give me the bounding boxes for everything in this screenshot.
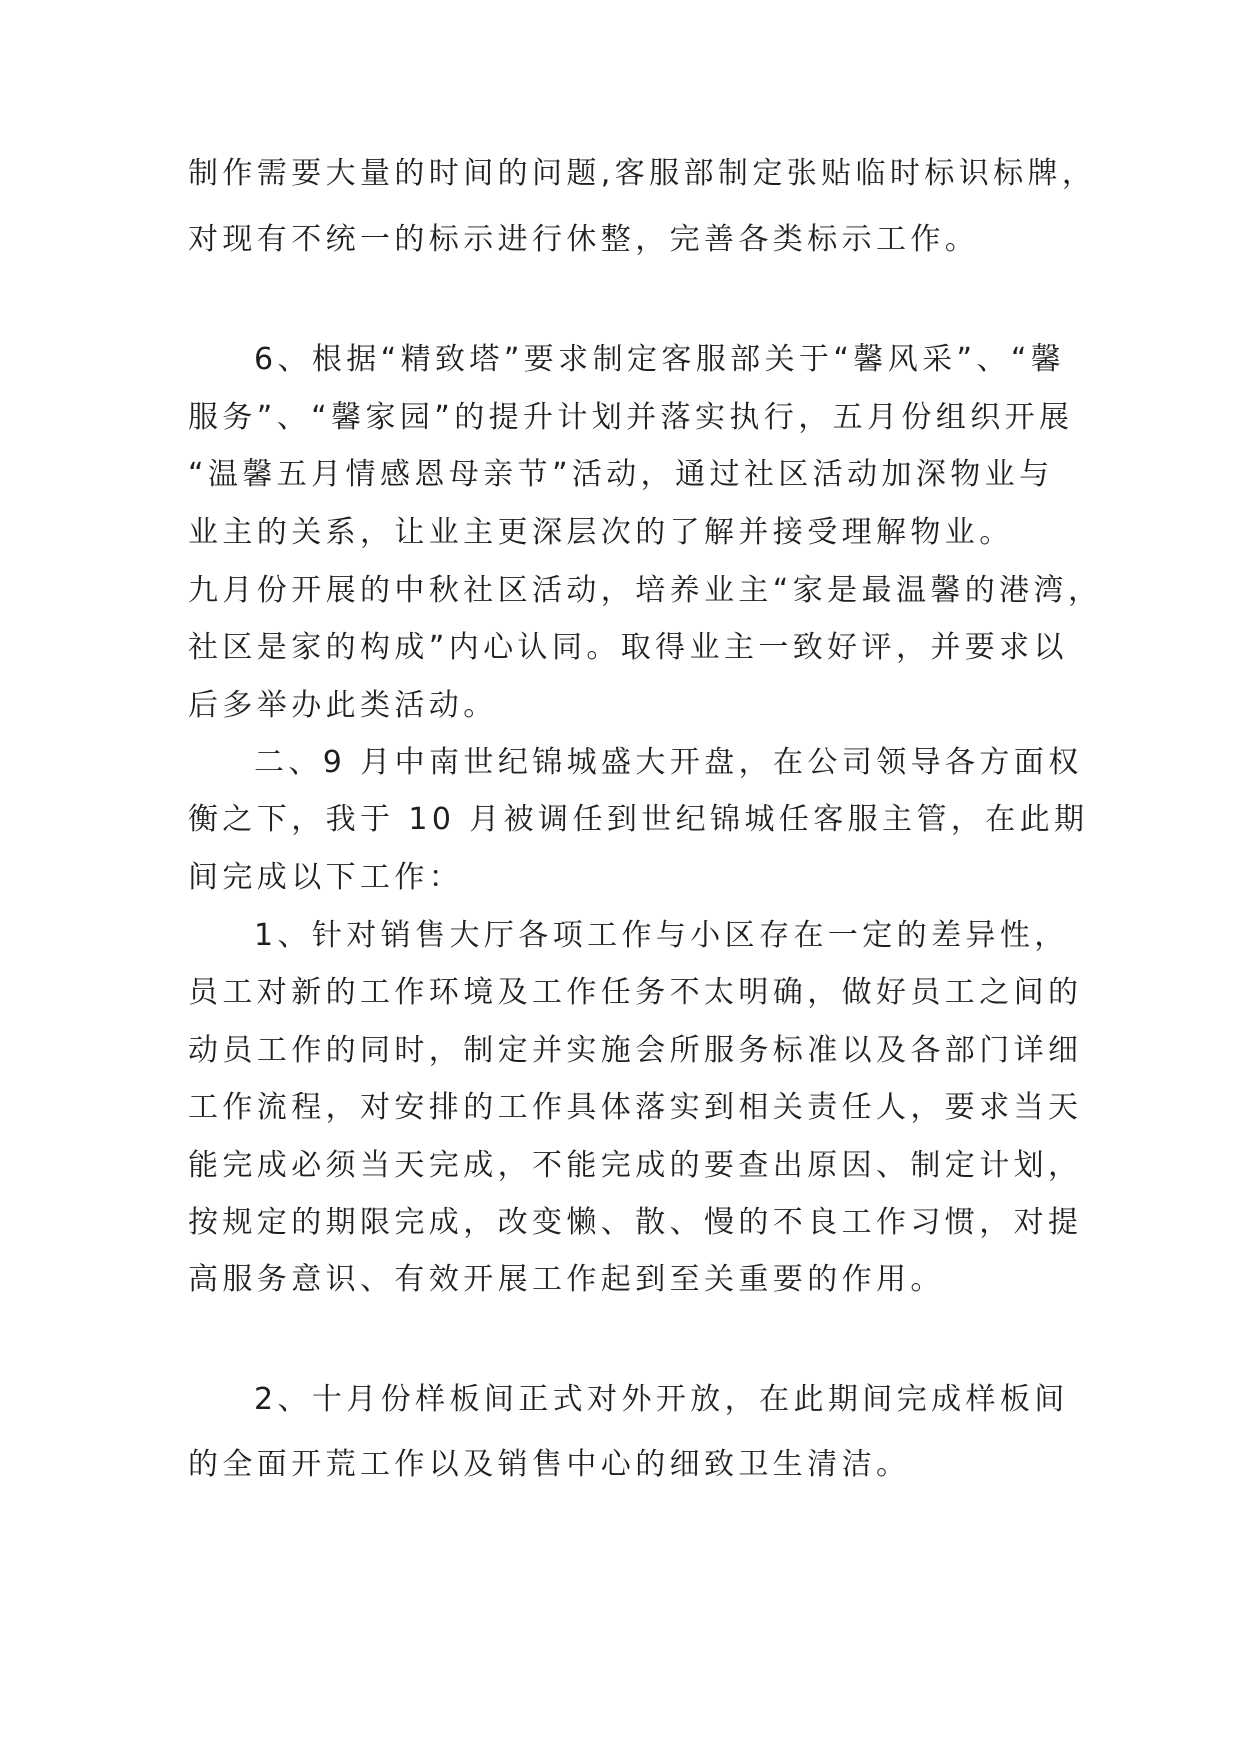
text-line: 对现有不统一的标示进行休整，完善各类标示工作。	[188, 222, 980, 257]
text-line: 2、十月份样板间正式对外开放，在此期间完成样板间	[254, 1382, 1069, 1417]
text-line: 后多举办此类活动。	[188, 688, 498, 723]
text-line: “温馨五月情感恩母亲节”活动，通过社区活动加深物业与	[188, 457, 1054, 492]
text-line: 能完成必须当天完成，不能完成的要查出原因、制定计划，	[188, 1148, 1083, 1183]
text-line: 动员工作的同时，制定并实施会所服务标准以及各部门详细	[188, 1033, 1083, 1068]
text-line: 1、针对销售大厅各项工作与小区存在一定的差异性，	[254, 918, 1069, 953]
text-line: 制作需要大量的时间的问题,客服部制定张贴临时标识标牌，	[188, 156, 1097, 191]
text-line: 工作流程，对安排的工作具体落实到相关责任人，要求当天	[188, 1090, 1083, 1125]
text-line: 6、根据“精致塔”要求制定客服部关于“馨风采”、“馨	[254, 342, 1066, 377]
text-line: 间完成以下工作：	[188, 860, 464, 895]
text-line: 高服务意识、有效开展工作起到至关重要的作用。	[188, 1262, 945, 1297]
text-line: 服务”、“馨家园”的提升计划并落实执行，五月份组织开展	[188, 400, 1074, 435]
text-line: 九月份开展的中秋社区活动，培养业主“家是最温馨的港湾，	[188, 573, 1103, 608]
text-line: 衡之下，我于 10 月被调任到世纪锦城任客服主管，在此期	[188, 802, 1089, 837]
text-line: 业主的关系，让业主更深层次的了解并接受理解物业。	[188, 515, 1014, 550]
text-line: 员工对新的工作环境及工作任务不太明确，做好员工之间的	[188, 975, 1083, 1010]
text-line: 社区是家的构成”内心认同。取得业主一致好评，并要求以	[188, 630, 1068, 665]
text-line: 按规定的期限完成，改变懒、散、慢的不良工作习惯，对提	[188, 1205, 1083, 1240]
text-line: 二、9 月中南世纪锦城盛大开盘，在公司领导各方面权	[254, 745, 1083, 780]
text-line: 的全面开荒工作以及销售中心的细致卫生清洁。	[188, 1447, 911, 1482]
